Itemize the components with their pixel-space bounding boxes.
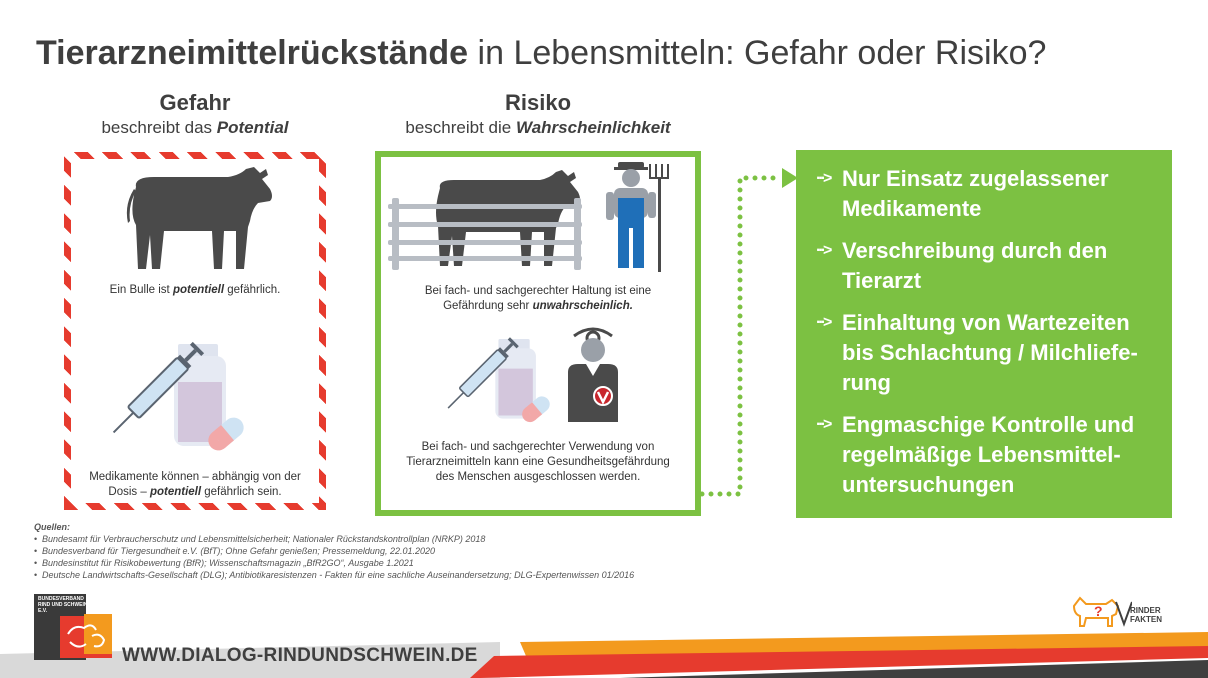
veterinarian-icon: [564, 326, 622, 424]
dotted-connector: [700, 162, 800, 502]
page-title: Tierarzneimittelrückstände in Lebensmitteln: Gefahr oder Risiko?: [36, 34, 1047, 72]
measure-item: ···> Verschreibung durch den Tierarzt: [816, 236, 1154, 296]
measure-item: ···> Engmaschige Kontrolle und regelmäßige Lebensmitteluntersuchungen: [816, 410, 1154, 500]
arrow-icon: ···>: [816, 314, 830, 331]
svg-text:?: ?: [1094, 603, 1103, 619]
medication-icon: [104, 330, 256, 458]
source-item: • Bundesinstitut für Risikobewertung (BfR); Wissenschaftsmagazin „BfR2GO“, Ausgabe 1.2021: [34, 557, 634, 569]
sources-list: Quellen: • Bundesamt für Verbraucherschutz und Lebensmittelsicherheit; Nationaler Rückstandskontrollplan (NRKP) 2018 • Bundesverband für Tiergesundheit e.V. (BfT); Ohne Gefahr genießen; Pressemeldung, 22.01.2020 • Bundesinstitut für Risikobewertung (BfR); Wissenschaftsmagazin „BfR2GO“, Ausgabe 1.2021 • Deutsche Landwirtschafts-Gesellschaft (DLG); Antibiotikaresistenzen - Fakten für eine sachliche Auseinandersetzung; DLG-Expertenwissen 01/2016: [34, 521, 634, 581]
medication-small-icon: [440, 328, 560, 428]
bundesverband-logo: BUNDESVERBAND RIND UND SCHWEIN E.V.: [34, 594, 112, 662]
farmer-icon: [598, 158, 670, 274]
rinderfakten-logo: ? RINDER FAKTEN: [1072, 594, 1176, 628]
gefahr-caption-bull: Ein Bulle ist potentiell gefährlich.: [109, 284, 281, 296]
risiko-caption-verwendung: Bei fach- und sachgerechter Verwendung von Tierarzneimitteln kann eine Gesundheitsgefährdung des Menschen ausgeschlossen werden.: [406, 441, 670, 483]
measure-item: ···> Einhaltung von Wartezeiten bis Schlachtung / Milchlieferung: [816, 308, 1154, 398]
bull-icon: [124, 165, 276, 273]
arrow-icon: ···>: [816, 416, 830, 433]
measures-box: [796, 150, 1172, 518]
risiko-heading: Risiko beschreibt die Wahrscheinlichkeit: [405, 90, 671, 137]
gefahr-caption-medication: Medikamente können – abhängig von der Dosis – potentiell gefährlich sein.: [89, 471, 301, 498]
footer-url[interactable]: WWW.DIALOG-RINDUNDSCHWEIN.DE: [122, 645, 478, 666]
gefahr-heading: Gefahr beschreibt das Potential: [101, 90, 289, 137]
source-item: • Bundesamt für Verbraucherschutz und Lebensmittelsicherheit; Nationaler Rückstandskontrollplan (NRKP) 2018: [34, 533, 634, 545]
arrow-icon: ···>: [816, 242, 830, 259]
arrow-icon: ···>: [816, 170, 830, 187]
measure-item: ···> Nur Einsatz zugelassener Medikamente: [816, 164, 1154, 224]
source-item: • Deutsche Landwirtschafts-Gesellschaft (DLG); Antibiotikaresistenzen - Fakten für eine sachliche Auseinandersetzung; DLG-Expertenwissen 01/2016: [34, 569, 634, 581]
fenced-bull-icon: [388, 162, 584, 274]
risiko-caption-haltung: Bei fach- und sachgerechter Haltung ist eine Gefährdung sehr unwahrscheinlich.: [424, 285, 652, 312]
source-item: • Bundesverband für Tiergesundheit e.V. (BfT); Ohne Gefahr genießen; Pressemeldung, 22.01.2020: [34, 545, 634, 557]
